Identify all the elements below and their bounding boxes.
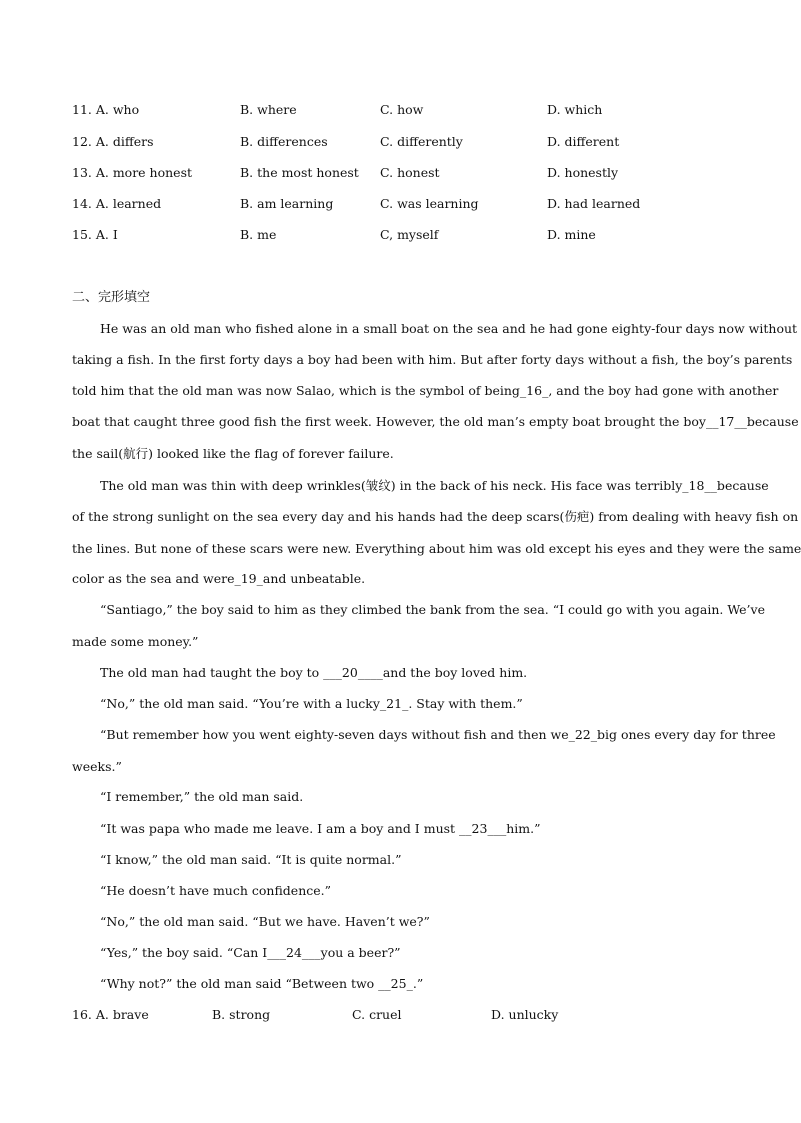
passage-line: “I remember,” the old man said.	[100, 789, 304, 804]
option-d: D. mine	[547, 227, 596, 242]
option-d: D. had learned	[547, 196, 641, 211]
option-c: C. cruel	[352, 1007, 402, 1022]
passage-line: color as the sea and were_19_and unbeatable.	[72, 571, 366, 586]
option-d: D. unlucky	[491, 1007, 559, 1022]
option-d: D. honestly	[547, 165, 619, 180]
section-title: 二、完形填空	[72, 290, 151, 305]
option-a: 11. A. who	[72, 102, 140, 117]
option-b: B. where	[240, 102, 297, 117]
option-a: 14. A. learned	[72, 196, 162, 211]
option-c: C, myself	[380, 227, 439, 242]
option-a: 12. A. differs	[72, 134, 154, 149]
passage-line: “He doesn’t have much confidence.”	[100, 883, 332, 898]
option-c: C. how	[380, 102, 424, 117]
option-d: D. which	[547, 102, 603, 117]
passage-line: told him that the old man was now Salao, which is the symbol of being_16_, and the boy had gone with another	[72, 383, 779, 398]
passage-line: He was an old man who fished alone in a small boat on the sea and he had gone eighty-four days now without	[100, 321, 798, 336]
option-a: 16. A. brave	[72, 1007, 149, 1022]
passage-line: of the strong sunlight on the sea every day and his hands had the deep scars(伤疤) from dealing with heavy fish on	[72, 509, 799, 524]
option-d: D. different	[547, 134, 620, 149]
option-b: B. strong	[212, 1007, 271, 1022]
passage-line: “No,” the old man said. “But we have. Haven’t we?”	[100, 914, 430, 929]
passage-line: “It was papa who made me leave. I am a boy and I must __23___him.”	[100, 821, 541, 836]
passage-line: The old man was thin with deep wrinkles(皱纹) in the back of his neck. His face was terribly_18__because	[100, 478, 769, 493]
option-b: B. differences	[240, 134, 328, 149]
option-a: 13. A. more honest	[72, 165, 193, 180]
option-b: B. the most honest	[240, 165, 359, 180]
passage-line: the lines. But none of these scars were new. Everything about him was old except his eyes and they were the same	[72, 541, 801, 556]
passage-line: “I know,” the old man said. “It is quite normal.”	[100, 852, 402, 867]
passage-line: The old man had taught the boy to ___20____and the boy loved him.	[100, 665, 528, 680]
option-c: C. differently	[380, 134, 463, 149]
passage-line: weeks.”	[72, 759, 122, 774]
passage-line: made some money.”	[72, 634, 199, 649]
option-c: C. honest	[380, 165, 440, 180]
option-a: 15. A. I	[72, 227, 118, 242]
passage-line: boat that caught three good fish the first week. However, the old man’s empty boat brought the boy__17__because	[72, 414, 799, 429]
option-c: C. was learning	[380, 196, 479, 211]
option-b: B. me	[240, 227, 277, 242]
passage-line: “Why not?” the old man said “Between two __25_.”	[100, 976, 424, 991]
passage-line: taking a fish. In the first forty days a boy had been with him. But after forty days without a fish, the boy’s parents	[72, 352, 793, 367]
passage-line: “No,” the old man said. “You’re with a lucky_21_. Stay with them.”	[100, 696, 523, 711]
passage-line: “Yes,” the boy said. “Can I___24___you a beer?”	[100, 945, 401, 960]
passage-line: “Santiago,” the boy said to him as they climbed the bank from the sea. “I could go with you again. We’ve	[100, 602, 765, 617]
passage-line: the sail(航行) looked like the flag of forever failure.	[72, 446, 394, 461]
option-b: B. am learning	[240, 196, 334, 211]
passage-line: “But remember how you went eighty-seven days without fish and then we_22_big ones every day for three	[100, 727, 776, 742]
